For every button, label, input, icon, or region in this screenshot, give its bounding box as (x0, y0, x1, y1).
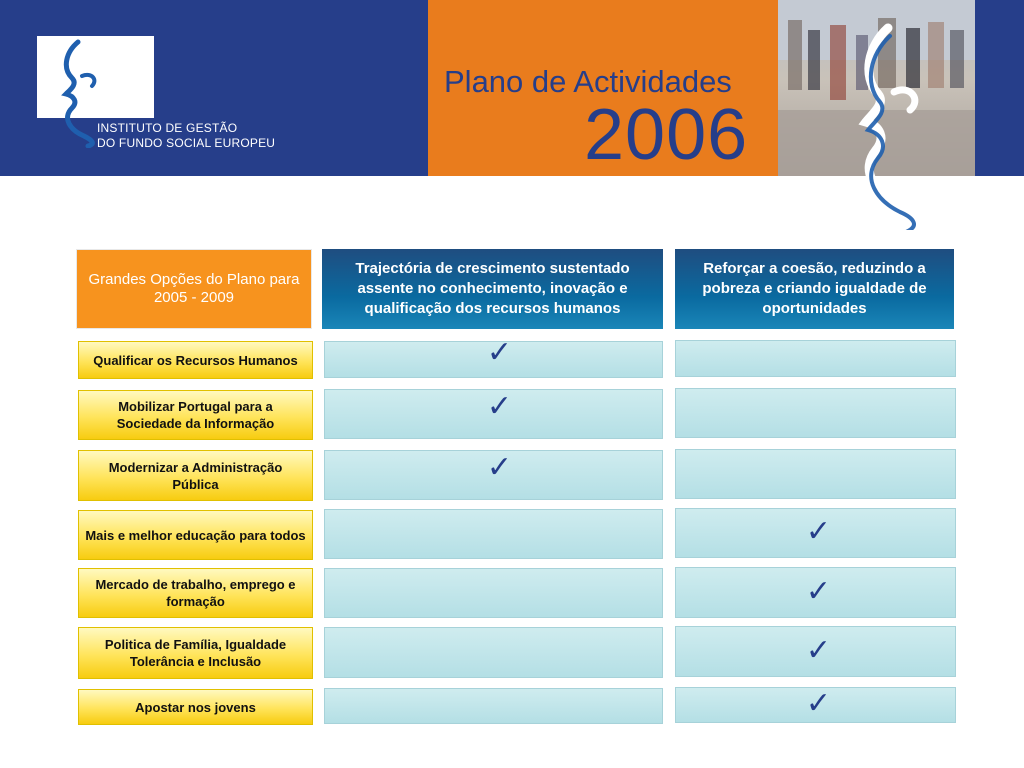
plan-title: Plano de Actividades (444, 64, 732, 99)
row-label-text: Mais e melhor educação para todos (85, 527, 306, 543)
org-name-line1: INSTITUTO DE GESTÃO (97, 121, 238, 135)
org-name-line2: DO FUNDO SOCIAL EUROPEU (97, 136, 276, 150)
column-2-cell (675, 567, 956, 618)
column-1-cell (324, 688, 663, 724)
corner-header (76, 249, 312, 329)
column-2-cell (675, 449, 956, 499)
row-label (78, 450, 313, 501)
row-label-text: Modernizar a Administração Pública (108, 459, 283, 492)
checkmark-icon: ✓ (805, 514, 831, 549)
row-label (78, 568, 313, 618)
column-2-cell (675, 687, 956, 723)
column-header-2-text: Reforçar a coesão, reduzindo a pobreza e criando igualdade de oportunidades (702, 260, 927, 317)
plan-year: 2006 (584, 95, 749, 175)
checkmark-icon: ✓ (486, 389, 512, 424)
checkmark-icon: ✓ (805, 573, 831, 609)
row-label (78, 510, 313, 560)
column-1-cell (324, 509, 663, 559)
row-label-text: Mercado de trabalho, emprego e formação (95, 577, 296, 609)
header-blue-right-panel (975, 0, 1024, 176)
checkmark-icon: ✓ (486, 450, 512, 485)
checkmark-icon: ✓ (805, 686, 831, 721)
large-logo-mark-icon (838, 20, 928, 230)
column-header-1 (322, 249, 663, 329)
column-header-1-text: Trajectória de crescimento sustentado assente no conhecimento, inovação e qualificação dos recursos humanos (355, 260, 630, 317)
checkmark-icon: ✓ (805, 632, 831, 668)
row-label-text: Qualificar os Recursos Humanos (93, 352, 298, 368)
organization-name (97, 121, 275, 151)
column-2-cell (675, 508, 956, 558)
row-label (78, 390, 313, 440)
column-1-cell (324, 334, 663, 378)
corner-header-text: Grandes Opções do Plano para 2005 - 2009 (88, 271, 300, 306)
checkmark-icon: ✓ (486, 334, 512, 370)
row-label (78, 689, 313, 725)
row-label-text: Apostar nos jovens (135, 699, 256, 715)
column-2-cell (675, 388, 956, 438)
row-label-text: Politica de Família, Igualdade Tolerância e Inclusão (104, 637, 287, 669)
column-2-cell (675, 340, 956, 377)
row-label-text: Mobilizar Portugal para a Sociedade da Informação (116, 399, 275, 431)
row-label (78, 341, 313, 379)
row-label (78, 627, 313, 679)
column-1-cell (324, 568, 663, 618)
column-1-cell (324, 450, 663, 500)
column-1-cell (324, 389, 663, 439)
column-2-cell (675, 626, 956, 677)
column-1-cell (324, 627, 663, 678)
column-header-2 (675, 249, 954, 329)
